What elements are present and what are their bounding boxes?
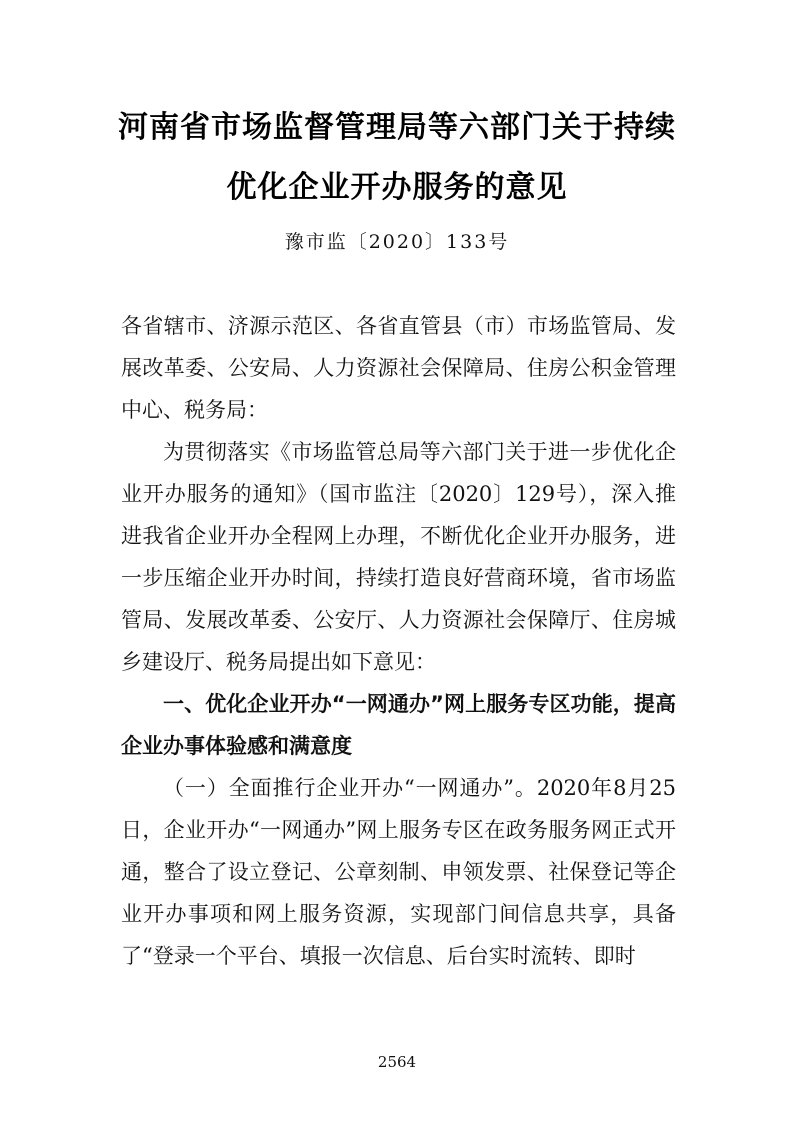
section-1-heading: 一、优化企业开办“一网通办”网上服务专区功能，提高企业办事体验感和满意度	[121, 692, 676, 758]
section-1-item-1: （一）全面推行企业开办“一网通办”。2020年8月25日，企业开办“一网通办”网上服务专区在政务服务网正式开通，整合了设立登记、公章刻制、申领发票、社保登记等企业开办事项和网上服务资源，实现部门间信息共享，具备了“登录一个平台、填报一次信息、后台实时流转、即时	[121, 776, 676, 968]
document-title-line-2: 优化企业开办服务的意见	[226, 170, 568, 205]
document-number: 豫市监〔2020〕133号	[284, 231, 510, 253]
addressee-paragraph: 各省辖市、济源示范区、各省直管县（市）市场监管局、发展改革委、公安局、人力资源社会保障局、住房公积金管理中心、税务局：	[121, 314, 676, 422]
intro-paragraph: 为贯彻落实《市场监管总局等六部门关于进一步优化企业开办服务的通知》（国市监注〔2020〕129号），深入推进我省企业开办全程网上办理，不断优化企业开办服务，进一步压缩企业开办时间，持续打造良好营商环境，省市场监管局、发展改革委、公安厅、人力资源社会保障厅、住房城乡建设厅、税务局提出如下意见：	[121, 440, 676, 674]
document-title-line-1: 河南省市场监督管理局等六部门关于持续	[118, 110, 676, 145]
page-number: 2564	[377, 1053, 417, 1071]
document-body	[121, 305, 676, 977]
